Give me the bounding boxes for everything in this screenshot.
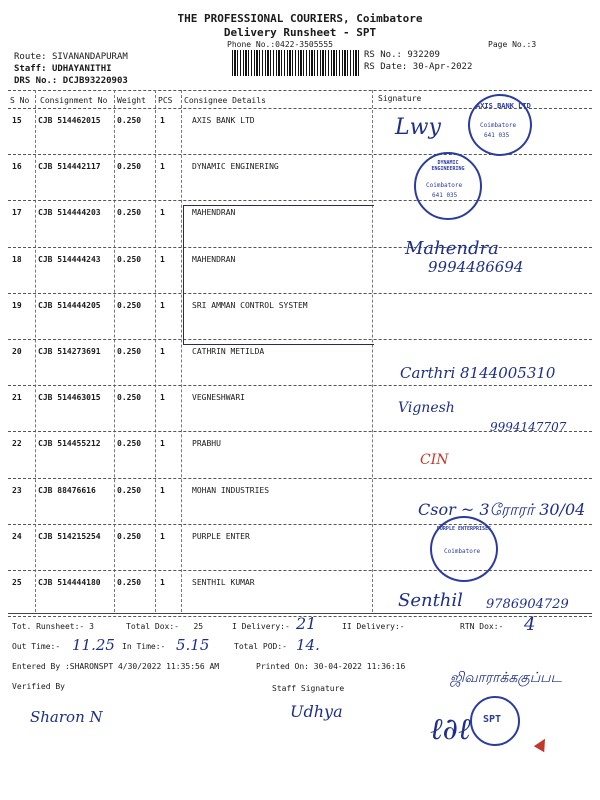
ii-delivery-label: II Delivery:- — [342, 622, 405, 631]
row-consignment: CJB 514444205 — [38, 300, 101, 310]
in-time-label: In Time:- — [122, 642, 166, 651]
out-time-label: Out Time:- — [12, 642, 61, 651]
row-sno: 15 — [12, 116, 22, 125]
spt-stamp: SPT — [470, 696, 520, 746]
row-separator — [8, 200, 592, 201]
row-pcs: 1 — [160, 162, 165, 172]
row-sno: 20 — [12, 347, 22, 356]
row-consignment: CJB 514455212 — [38, 439, 101, 449]
row-sno: 23 — [12, 485, 22, 495]
i-delivery-value: 21 — [296, 614, 317, 633]
staff-signature-label: Staff Signature — [272, 684, 345, 693]
handwritten-bracket — [183, 205, 374, 345]
col-consignment: Consignment No — [40, 96, 108, 105]
barcode — [232, 50, 360, 76]
row-pcs: 1 — [160, 393, 165, 403]
col-separator — [155, 90, 156, 612]
row-consignee: CATHRIN METILDA — [192, 347, 265, 356]
handwritten-phone-mahendran: 9994486694 — [428, 258, 524, 276]
row-consignment: CJB 514444243 — [38, 254, 101, 264]
runsheet-subtitle: Delivery Runsheet - SPT — [223, 26, 377, 39]
row-consignee: SRI AMMAN CONTROL SYSTEM — [192, 300, 308, 310]
row-sno: 21 — [12, 393, 22, 403]
row-separator — [8, 524, 592, 525]
row-consignee: AXIS BANK LTD — [192, 116, 255, 125]
handwritten-phone-vegneshwari: 9994147707 — [490, 420, 567, 434]
col-consignee: Consignee Details — [184, 96, 266, 105]
i-delivery-label: I Delivery:- — [232, 622, 290, 631]
handwritten-note-prabhu: CIN — [420, 452, 449, 468]
total-pod-value: 14. — [296, 636, 320, 654]
row-weight: 0.250 — [117, 208, 142, 218]
total-pod-label: Total POD:- — [234, 642, 287, 651]
row-weight: 0.250 — [117, 531, 142, 541]
axis-bank-stamp: AXIS BANK LTD Coimbatore 641 035 — [468, 94, 532, 156]
row-weight: 0.250 — [117, 578, 142, 587]
row-consignment: CJB 514444203 — [38, 208, 101, 218]
row-pcs: 1 — [160, 208, 165, 218]
rtn-dox-value: 4 — [524, 614, 536, 635]
col-weight: Weight — [117, 96, 146, 105]
handwritten-signature-vegneshwari: Vignesh — [398, 400, 455, 416]
row-pcs: 1 — [160, 116, 165, 125]
handwritten-name-senthil: Senthil — [398, 590, 463, 611]
row-consignee: MAHENDRAN — [192, 254, 236, 264]
route-info: Route: SIVANANDAPURAM — [14, 52, 128, 62]
scribble-signature: ℓ∂ℓ — [430, 712, 471, 747]
row-sno: 24 — [12, 531, 22, 541]
row-pcs: 1 — [160, 485, 165, 495]
verified-by-signature: Sharon N — [30, 708, 103, 726]
row-consignment: CJB 514444180 — [38, 578, 101, 587]
col-separator — [35, 90, 36, 612]
total-dox: Total Dox:- 25 — [126, 622, 204, 631]
row-consignee: DYNAMIC ENGINERING — [192, 162, 279, 172]
phone-number: Phone No.:0422-3505555 — [227, 40, 333, 49]
verified-by-label: Verified By — [12, 682, 65, 691]
row-sno: 17 — [12, 208, 22, 218]
row-consignment: CJB 88476616 — [38, 485, 96, 495]
staff-info: Staff: UDHAYANITHI — [14, 64, 112, 74]
col-separator — [372, 90, 373, 612]
out-time-value: 11.25 — [72, 636, 115, 654]
row-sno: 22 — [12, 439, 22, 449]
printed-on: Printed On: 30-04-2022 11:36:16 — [256, 662, 406, 671]
red-arrow-icon — [534, 736, 550, 752]
rs-number: RS No.: 932209 — [364, 50, 440, 60]
col-separator — [181, 90, 182, 612]
dynamic-engineering-stamp: DYNAMIC ENGINEERING Coimbatore 641 035 — [414, 152, 482, 220]
tamil-signature: ஜிவாராக்ககுப்பட — [450, 670, 562, 686]
row-weight: 0.250 — [117, 254, 142, 264]
row-consignee: PURPLE ENTER — [192, 531, 250, 541]
row-consignee: MAHENDRAN — [192, 208, 236, 218]
row-consignment: CJB 514273691 — [38, 347, 101, 356]
row-weight: 0.250 — [117, 485, 142, 495]
row-consignee: VEGNESHWARI — [192, 393, 245, 403]
staff-signature: Udhya — [290, 702, 343, 721]
row-consignment: CJB 514442117 — [38, 162, 101, 172]
row-pcs: 1 — [160, 254, 165, 264]
header-top-line — [8, 90, 592, 91]
row-weight: 0.250 — [117, 116, 142, 125]
handwritten-phone-senthil: 9786904729 — [486, 597, 569, 612]
company-title: THE PROFESSIONAL COURIERS, Coimbatore — [177, 12, 423, 25]
row-sno: 16 — [12, 162, 22, 172]
drs-info: DRS No.: DCJB93220903 — [14, 76, 128, 86]
row-sno: 25 — [12, 578, 22, 587]
row-consignment: CJB 514463015 — [38, 393, 101, 403]
col-separator — [114, 90, 115, 612]
row-consignment: CJB 514462015 — [38, 116, 101, 125]
row-separator — [8, 570, 592, 571]
row-weight: 0.250 — [117, 439, 142, 449]
col-sno: S No — [10, 96, 30, 105]
total-runsheet: Tot. Runsheet:- 3 — [12, 622, 94, 631]
col-pcs: PCS — [158, 96, 173, 105]
row-pcs: 1 — [160, 578, 165, 587]
row-weight: 0.250 — [117, 393, 142, 403]
rs-date: RS Date: 30-Apr-2022 — [364, 62, 473, 72]
row-consignee: SENTHIL KUMAR — [192, 578, 255, 587]
row-pcs: 1 — [160, 531, 165, 541]
row-consignment: CJB 514215254 — [38, 531, 101, 541]
row-consignee: MOHAN INDUSTRIES — [192, 485, 270, 495]
col-signature: Signature — [378, 94, 422, 103]
purple-enterprises-stamp: PURPLE ENTERPRISES Coimbatore — [430, 516, 498, 582]
row-weight: 0.250 — [117, 162, 142, 172]
row-pcs: 1 — [160, 347, 165, 356]
row-weight: 0.250 — [117, 300, 142, 310]
handwritten-signature-mohan: Csor ~ 3ரோரர் 30/04 — [418, 500, 586, 519]
row-separator — [8, 478, 592, 479]
handwritten-signature-cathrin: Carthri 8144005310 — [400, 364, 556, 382]
row-pcs: 1 — [160, 300, 165, 310]
rtn-dox-label: RTN Dox:- — [460, 622, 504, 631]
row-separator — [8, 385, 592, 386]
handwritten-name-mahendran: Mahendra — [405, 238, 499, 259]
row-consignee: PRABHU — [192, 439, 221, 449]
row-sno: 19 — [12, 300, 22, 310]
handwritten-signature-axis: Lwy — [395, 115, 441, 140]
row-sno: 18 — [12, 254, 22, 264]
page-number: Page No.:3 — [488, 40, 537, 49]
in-time-value: 5.15 — [176, 636, 210, 654]
row-weight: 0.250 — [117, 347, 142, 356]
entered-by: Entered By :SHARONSPT 4/30/2022 11:35:56 AM — [12, 662, 220, 671]
row-pcs: 1 — [160, 439, 165, 449]
